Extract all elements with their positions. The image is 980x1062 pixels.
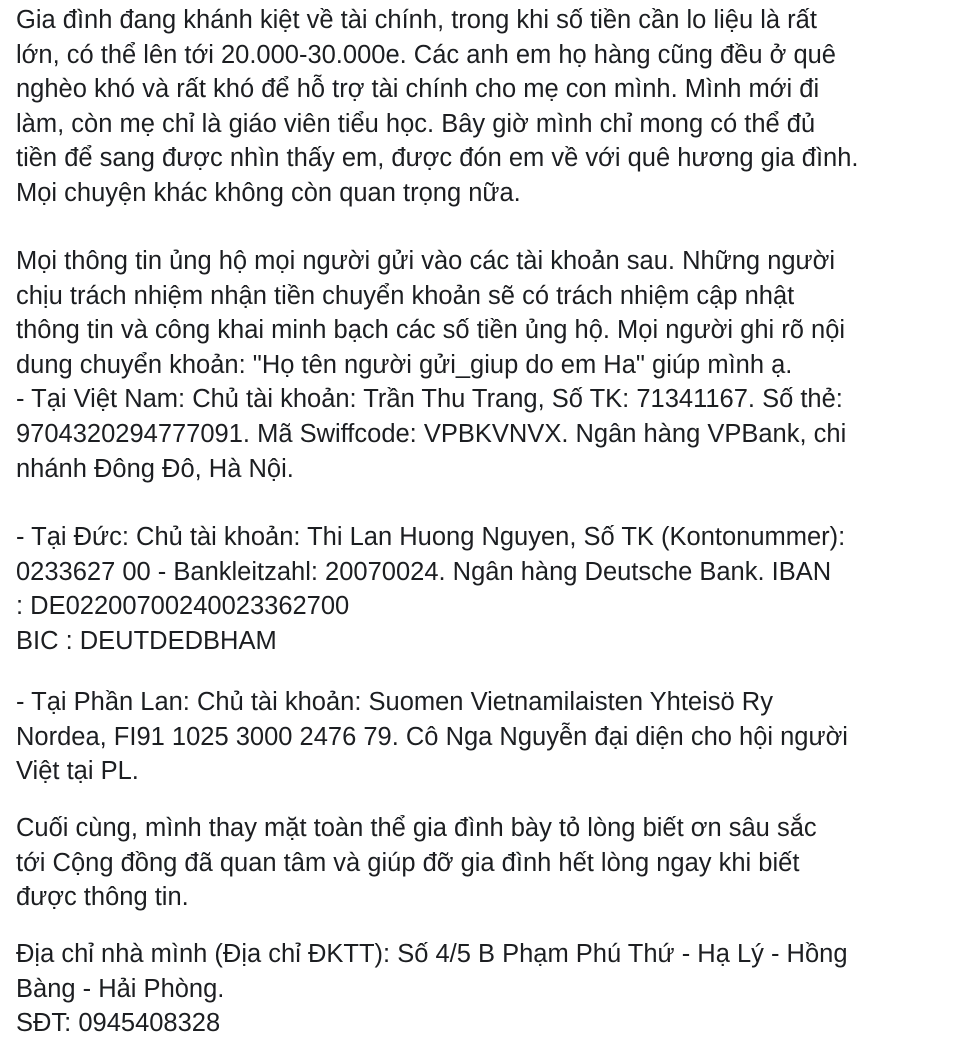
text-line: thông tin và công khai minh bạch các số tiền ủng hộ. Mọi người ghi rõ nội bbox=[16, 316, 846, 345]
text-line: Mọi thông tin ủng hộ mọi người gửi vào các tài khoản sau. Những người bbox=[16, 247, 836, 275]
text-line: - Tại Việt Nam: Chủ tài khoản: Trần Thu Trang, Số TK: 71341167. Số thẻ: bbox=[16, 385, 843, 414]
paragraph-gratitude bbox=[16, 811, 817, 915]
text-line: - Tại Phần Lan: Chủ tài khoản: Suomen Vietnamilaisten Yhteisö Ry bbox=[16, 688, 773, 716]
text-line: lớn, có thể lên tới 20.000-30.000e. Các anh em họ hàng cũng đều ở quê bbox=[16, 40, 836, 69]
paragraph-account-germany bbox=[16, 520, 845, 658]
text-line: làm, còn mẹ chỉ là giáo viên tiểu học. Bây giờ mình chỉ mong có thể đủ bbox=[16, 109, 816, 138]
text-line: Cuối cùng, mình thay mặt toàn thể gia đình bày tỏ lòng biết ơn sâu sắc bbox=[16, 814, 817, 842]
text-line: Mọi chuyện khác không còn quan trọng nữa. bbox=[16, 178, 521, 207]
text-line: tiền để sang được nhìn thấy em, được đón em về với quê hương gia đình. bbox=[16, 144, 859, 173]
paragraph-account-finland bbox=[16, 685, 848, 789]
phone-number: SĐT: 0945408328 bbox=[16, 1009, 221, 1038]
paragraph-financial-situation bbox=[16, 3, 859, 211]
text-line: dung chuyển khoản: "Họ tên người gửi_giup do em Ha" giúp mình ạ. bbox=[16, 350, 793, 379]
text-line: Việt tại PL. bbox=[16, 757, 139, 786]
text-line: Địa chỉ nhà mình (Địa chỉ ĐKTT): Số 4/5 B Phạm Phú Thứ - Hạ Lý - Hồng bbox=[16, 940, 848, 968]
paragraph-contact-address bbox=[16, 937, 848, 1041]
text-line: nhánh Đông Đô, Hà Nội. bbox=[16, 454, 294, 483]
text-line: : DE02200700240023362700 bbox=[16, 592, 350, 621]
text-line: BIC : DEUTDEDBHAM bbox=[16, 626, 277, 655]
text-line: được thông tin. bbox=[16, 883, 189, 912]
text-line: - Tại Đức: Chủ tài khoản: Thi Lan Huong Nguyen, Số TK (Kontonummer): bbox=[16, 523, 846, 551]
text-line: tới Cộng đồng đã quan tâm và giúp đỡ gia đình hết lòng ngay khi biết bbox=[16, 848, 800, 877]
text-line: Nordea, FI91 1025 3000 2476 79. Cô Nga Nguyễn đại diện cho hội người bbox=[16, 722, 848, 751]
text-line: chịu trách nhiệm nhận tiền chuyển khoản sẽ có trách nhiệm cập nhật bbox=[16, 281, 795, 310]
text-line: Gia đình đang khánh kiệt về tài chính, trong khi số tiền cần lo liệu là rất bbox=[16, 6, 817, 34]
text-line: nghèo khó và rất khó để hỗ trợ tài chính cho mẹ con mình. Mình mới đi bbox=[16, 75, 820, 104]
paragraph-donation-info-vietnam bbox=[16, 244, 846, 486]
text-line: 0233627 00 - Bankleitzahl: 20070024. Ngân hàng Deutsche Bank. IBAN bbox=[16, 557, 832, 586]
text-line: 9704320294777091. Mã Swiffcode: VPBKVNVX. Ngân hàng VPBank, chi bbox=[16, 419, 847, 448]
text-line: Bàng - Hải Phòng. bbox=[16, 974, 225, 1003]
